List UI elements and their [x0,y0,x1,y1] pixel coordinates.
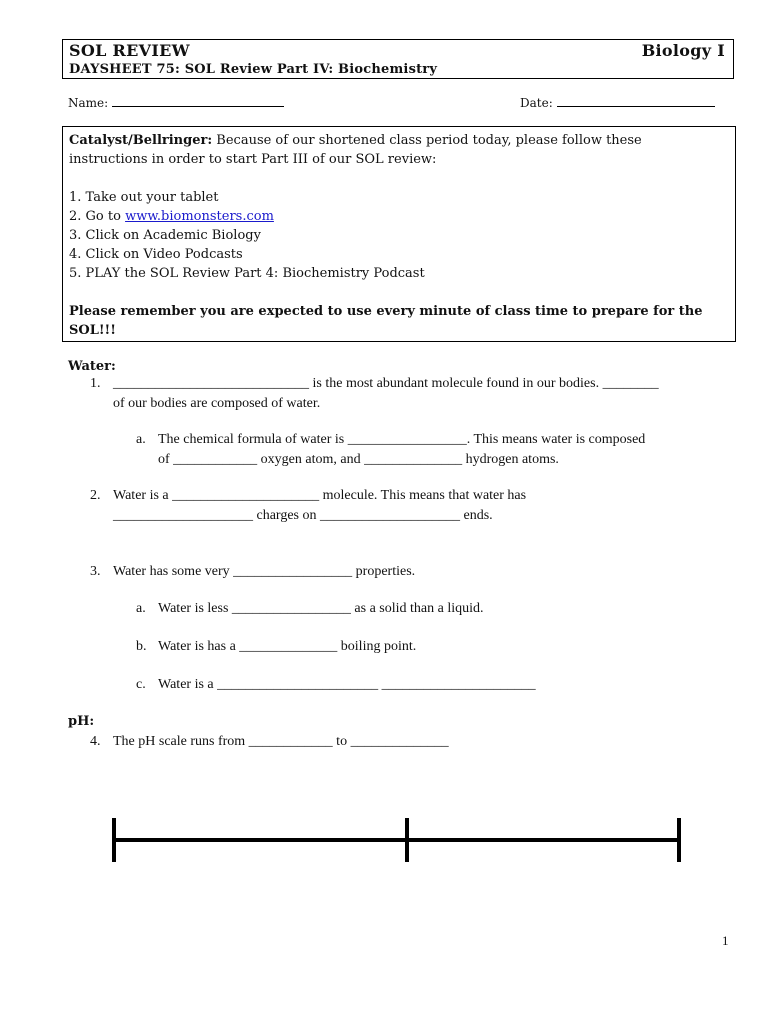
page-number: 1 [722,933,729,948]
q4-number: 4. [90,734,101,749]
date-blank[interactable] [557,94,715,107]
course-name: Biology I [641,41,725,60]
catalyst-reminder: Please remember you are expected to use every minute of class time to prepare for the SOL!!! [69,304,703,338]
ph-scale-diagram [100,810,700,870]
q3a-letter: a. [136,601,146,616]
q1a-line2: of ____________ oxygen atom, and ______________ hydrogen atoms. [158,452,559,467]
q3c-text: Water is a _______________________ ______________________ [158,677,536,692]
catalyst-label: Catalyst/Bellringer: [69,133,213,148]
catalyst-intro-line1 [69,131,729,150]
header-title-row [69,41,725,60]
q4-text: The pH scale runs from ____________ to ______________ [113,734,449,749]
q2-number: 2. [90,488,101,503]
q3b-letter: b. [136,639,147,654]
biomonsters-link[interactable]: www.biomonsters.com [125,209,274,224]
catalyst-intro-line2: instructions in order to start Part III of our SOL review: [69,152,437,167]
step-2-prefix: 2. Go to [69,209,126,224]
step-2 [69,207,729,226]
water-heading: Water: [68,359,116,374]
step-1: 1. Take out your tablet [69,190,219,205]
name-field[interactable] [68,94,284,110]
daysheet-subtitle: DAYSHEET 75: SOL Review Part IV: Biochemistry [69,62,438,77]
step-3: 3. Click on Academic Biology [69,228,261,243]
q1a-letter: a. [136,432,146,447]
q3b-text: Water is has a ______________ boiling point. [158,639,417,654]
q1-line1: ____________________________ is the most abundant molecule found in our bodies. ________ [113,376,659,391]
q2-line1: Water is a _____________________ molecule. This means that water has [113,488,527,503]
q1a-line1: The chemical formula of water is _________________. This means water is composed [158,432,646,447]
q3a-text: Water is less _________________ as a solid than a liquid. [158,601,484,616]
document-title: SOL REVIEW [69,41,190,60]
q1-number: 1. [90,376,101,391]
q2-line2: ____________________ charges on ____________________ ends. [113,508,493,523]
name-label: Name: [68,96,109,110]
q3-line1: Water has some very _________________ properties. [113,564,416,579]
catalyst-intro-text: Because of our shortened class period today, please follow these [212,133,642,148]
date-field[interactable] [520,94,715,110]
date-label: Date: [520,96,553,110]
header-box [62,39,734,79]
step-4: 4. Click on Video Podcasts [69,247,243,262]
q3-number: 3. [90,564,101,579]
ph-heading: pH: [68,714,95,729]
name-blank[interactable] [112,94,284,107]
q1-line2: of our bodies are composed of water. [113,396,321,411]
step-5: 5. PLAY the SOL Review Part 4: Biochemistry Podcast [69,266,425,281]
q3c-letter: c. [136,677,146,692]
catalyst-box [62,126,736,342]
